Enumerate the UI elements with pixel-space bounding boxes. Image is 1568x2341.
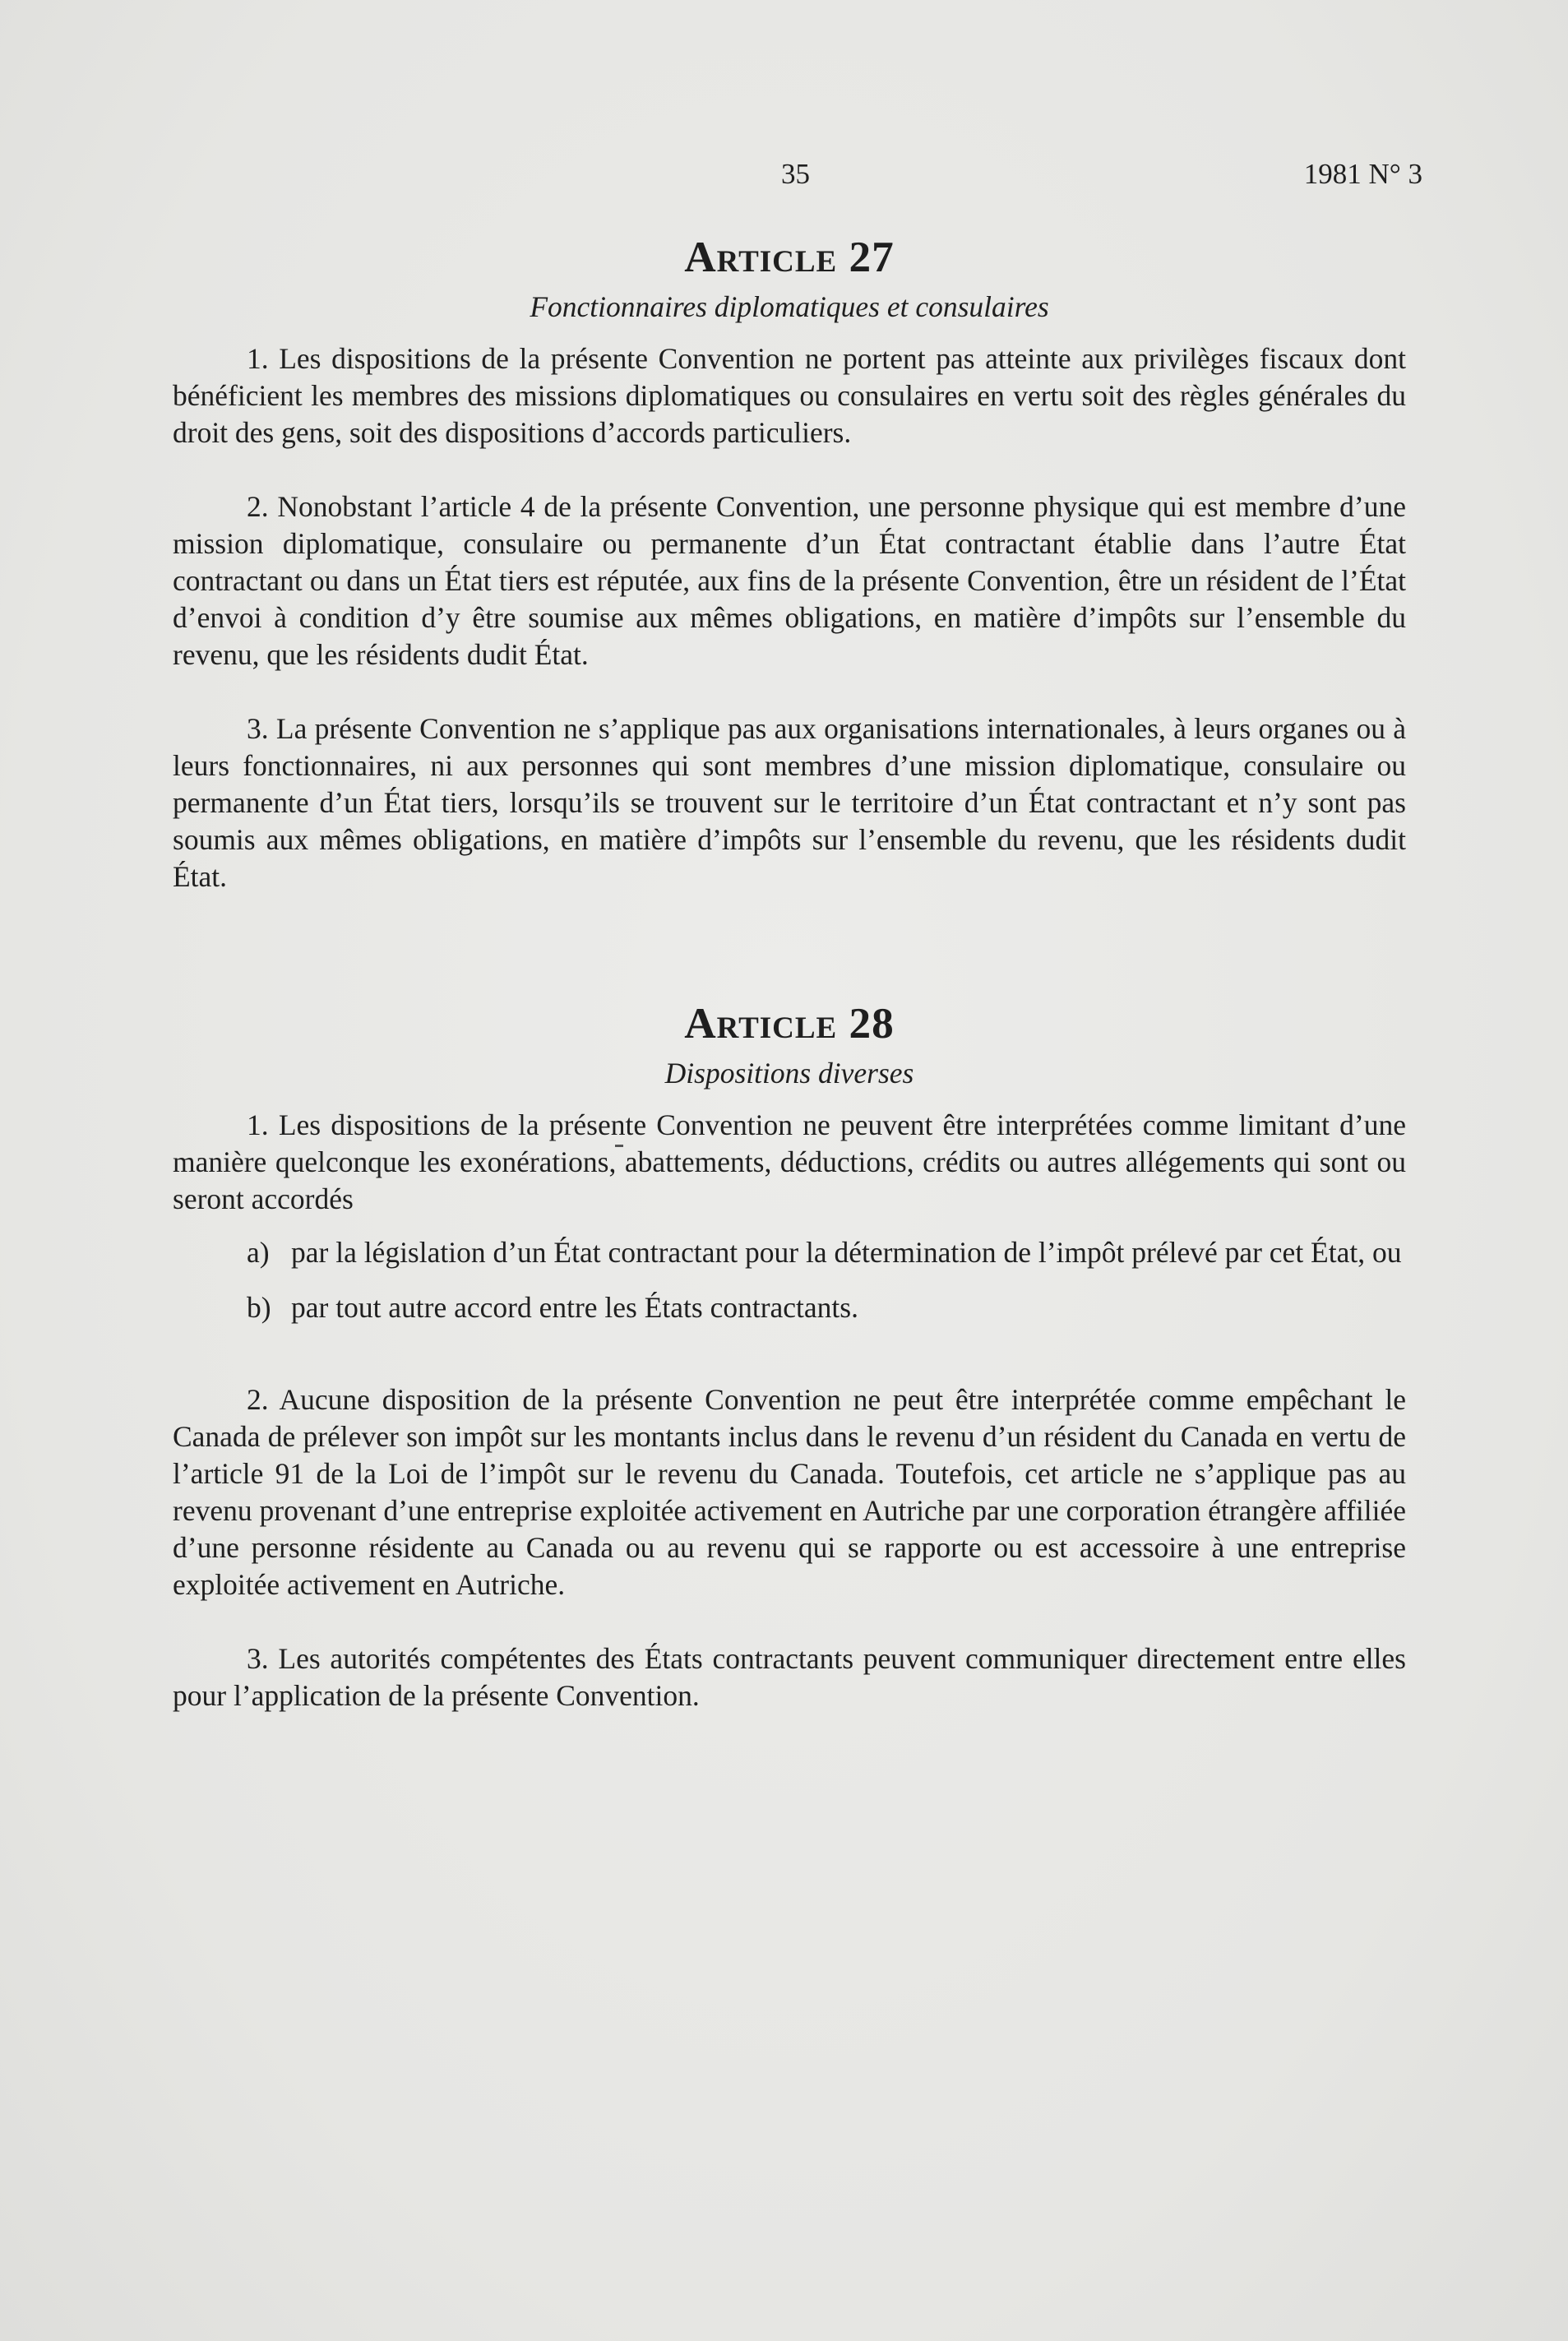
article-28-paragraph-1: 1. Les dispositions de la présente Convention ne peuvent être interprétées comme limitant d’une manière quelconque les exonérations, abattements, déductions, crédits ou autres allégements qui sont ou seront accordés <box>173 1108 1406 1215</box>
article-28-paragraph-3: 3. Les autorités compétentes des États contractants peuvent communiquer directement entre elles pour l’application de la présente Convention. <box>173 1642 1406 1712</box>
article-28-heading: Article 28 <box>684 999 895 1048</box>
article-28-item-list <box>173 1234 1406 1326</box>
article-27-paragraph-1: 1. Les dispositions de la présente Convention ne portent pas atteinte aux privilèges fiscaux dont bénéficient les membres des missions diplomatiques ou consulaires en vertu soit des règles générales du droit des gens, soit des dispositions d’accords particuliers. <box>173 342 1406 449</box>
list-item <box>173 1289 1406 1326</box>
list-item-text: par la législation d’un État contractant pour la détermination de l’impôt prélevé par cet État, ou <box>291 1236 1402 1269</box>
article-28-section <box>173 999 1406 1714</box>
page-number: 35 <box>781 158 810 190</box>
article-28-paragraph-2: 2. Aucune disposition de la présente Convention ne peut être interprétée comme empêchant le Canada de prélever son impôt sur les montants inclus dans le revenu d’un résident du Canada en vertu de l’article 91 de la Loi de l’impôt sur le revenu du Canada. Toutefois, cet article ne s’applique pas au revenu provenant d’une entreprise exploitée activement en Autriche par une corporation étrangère affiliée d’une personne résidente au Canada ou au revenu qui se rapporte ou est accessoire à une entreprise exploitée activement en Autriche. <box>173 1383 1406 1601</box>
article-27-subtitle: Fonctionnaires diplomatiques et consulaires <box>530 290 1049 323</box>
list-item-text: par tout autre accord entre les États contractants. <box>291 1291 858 1324</box>
list-item-marker: b) <box>247 1291 271 1324</box>
article-27-paragraph-3: 3. La présente Convention ne s’applique pas aux organisations internationales, à leurs organes ou à leurs fonctionnaires, ni aux personnes qui sont membres d’une mission diplomatique, consulaire ou permanente d’un État tiers, lorsqu’ils se trouvent sur le territoire d’un État contractant et n’y sont pas soumis aux mêmes obligations, en matière d’impôts sur l’ensemble du revenu, que les résidents dudit État. <box>173 712 1406 893</box>
document-body <box>173 233 1406 1714</box>
article-27-section <box>173 233 1406 895</box>
list-item-marker: a) <box>247 1236 270 1269</box>
article-27-paragraph-2: 2. Nonobstant l’article 4 de la présente Convention, une personne physique qui est membre d’une mission diplomatique, consulaire ou permanente d’un État contractant établie dans l’autre État contractant ou dans un État tiers est réputée, aux fins de la présente Convention, être un résident de l’État d’envoi à condition d’y être soumise aux mêmes obligations, en matière d’impôts sur l’ensemble du revenu, que les résidents dudit État. <box>173 490 1406 671</box>
year-number: 1981 N° 3 <box>1303 158 1422 190</box>
list-item <box>173 1234 1406 1271</box>
article-27-heading: Article 27 <box>684 233 895 281</box>
page-header <box>173 158 1422 191</box>
article-28-subtitle: Dispositions diverses <box>664 1057 914 1090</box>
